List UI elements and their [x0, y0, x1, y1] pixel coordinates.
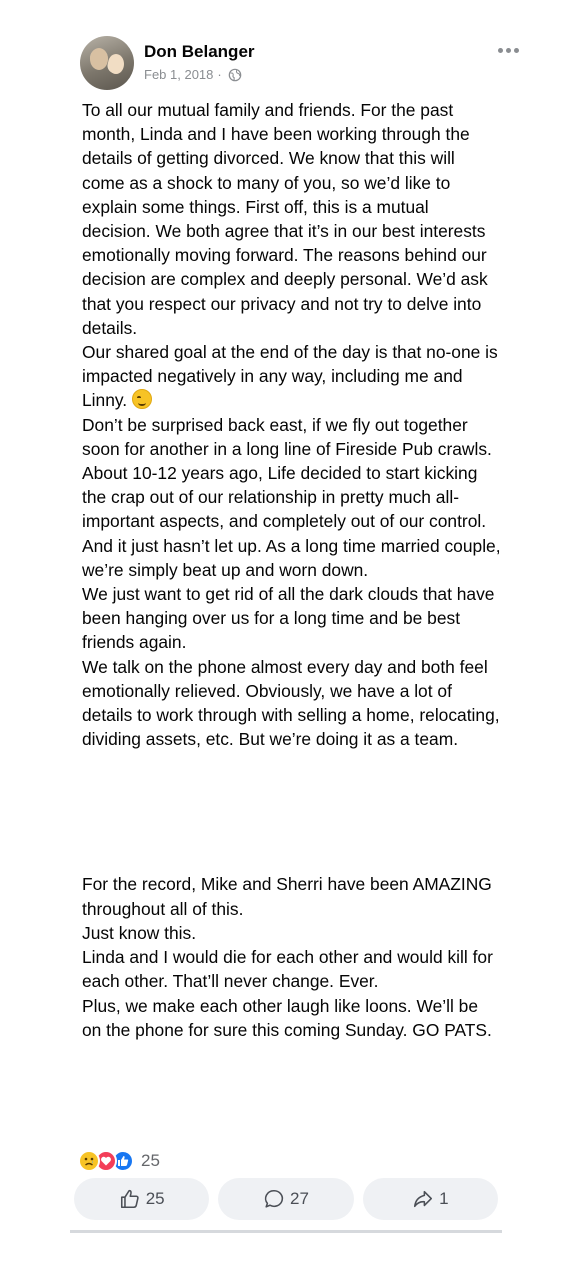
reaction-count: 25: [141, 1151, 160, 1170]
post-date[interactable]: Feb 1, 2018: [144, 67, 214, 82]
share-arrow-icon: [412, 1188, 434, 1210]
globe-icon: [228, 68, 242, 82]
comment-button[interactable]: [218, 1178, 353, 1220]
post-actions: [74, 1178, 498, 1222]
post-paragraph: Plus, we make each other laugh like loons. We’ll be on the phone for sure this coming Sunday. GO PATS.: [82, 995, 492, 1040]
post-paragraph: We talk on the phone almost every day and both feel emotionally relieved. Obviously, we have a lot of details to work through with selling a home, relocating, dividing assets, etc. But we’re doing it as a team.: [82, 656, 500, 750]
reactions-summary[interactable]: [78, 1148, 160, 1174]
share-button[interactable]: [363, 1178, 498, 1220]
meta-separator: ·: [217, 67, 222, 82]
post-meta: [144, 67, 242, 82]
more-horizontal-icon[interactable]: [496, 44, 520, 56]
post-paragraph: Just know this.: [82, 922, 197, 943]
post-paragraph: Don’t be surprised back east, if we fly out together soon for another in a long line of Fireside Pub crawls.: [82, 414, 492, 459]
post-paragraph: To all our mutual family and friends. For the past month, Linda and I have been working through the details of getting divorced. We know that this will come as a shock to many of you, so we’d like to explain some things. First off, this is a mutual decision. We both agree that it’s in our best interests emotionally moving forward. The reasons behind our decision are complex and deeply personal. We’d ask that you respect our privacy and not try to delve into details.: [82, 100, 488, 338]
comment-bubble-icon: [263, 1188, 285, 1210]
post-paragraph: About 10-12 years ago, Life decided to start kicking the crap out of our relationship in pretty much all-important aspects, and completely out of our control. And it just hasn’t let up. As a long time married couple, we’re simply beat up and worn down.: [82, 463, 501, 580]
share-count: 1: [439, 1189, 449, 1208]
author-name[interactable]: Don Belanger: [144, 42, 255, 61]
post-paragraph: We just want to get rid of all the dark clouds that have been hanging over us for a long time and be best friends again.: [82, 584, 495, 653]
post-paragraph: For the record, Mike and Sherri have been AMAZING throughout all of this.: [82, 874, 492, 919]
post-header: [80, 36, 520, 90]
like-button[interactable]: [74, 1178, 209, 1220]
post-divider: [70, 1230, 502, 1233]
post-paragraph: Our shared goal at the end of the day is that no-one is impacted negatively in any way, including me and Linny.: [82, 342, 498, 411]
author-avatar[interactable]: [80, 36, 134, 90]
smiling-face-emoji: [132, 389, 152, 409]
post-text: [82, 98, 502, 1042]
blank-space: [82, 751, 502, 872]
thumbs-up-icon: [119, 1188, 141, 1210]
like-count: 25: [145, 1189, 165, 1208]
sad-reaction-icon: [78, 1150, 100, 1172]
post-paragraph: Linda and I would die for each other and would kill for each other. That’ll never change. Ever.: [82, 947, 493, 992]
comment-count: 27: [290, 1189, 309, 1208]
